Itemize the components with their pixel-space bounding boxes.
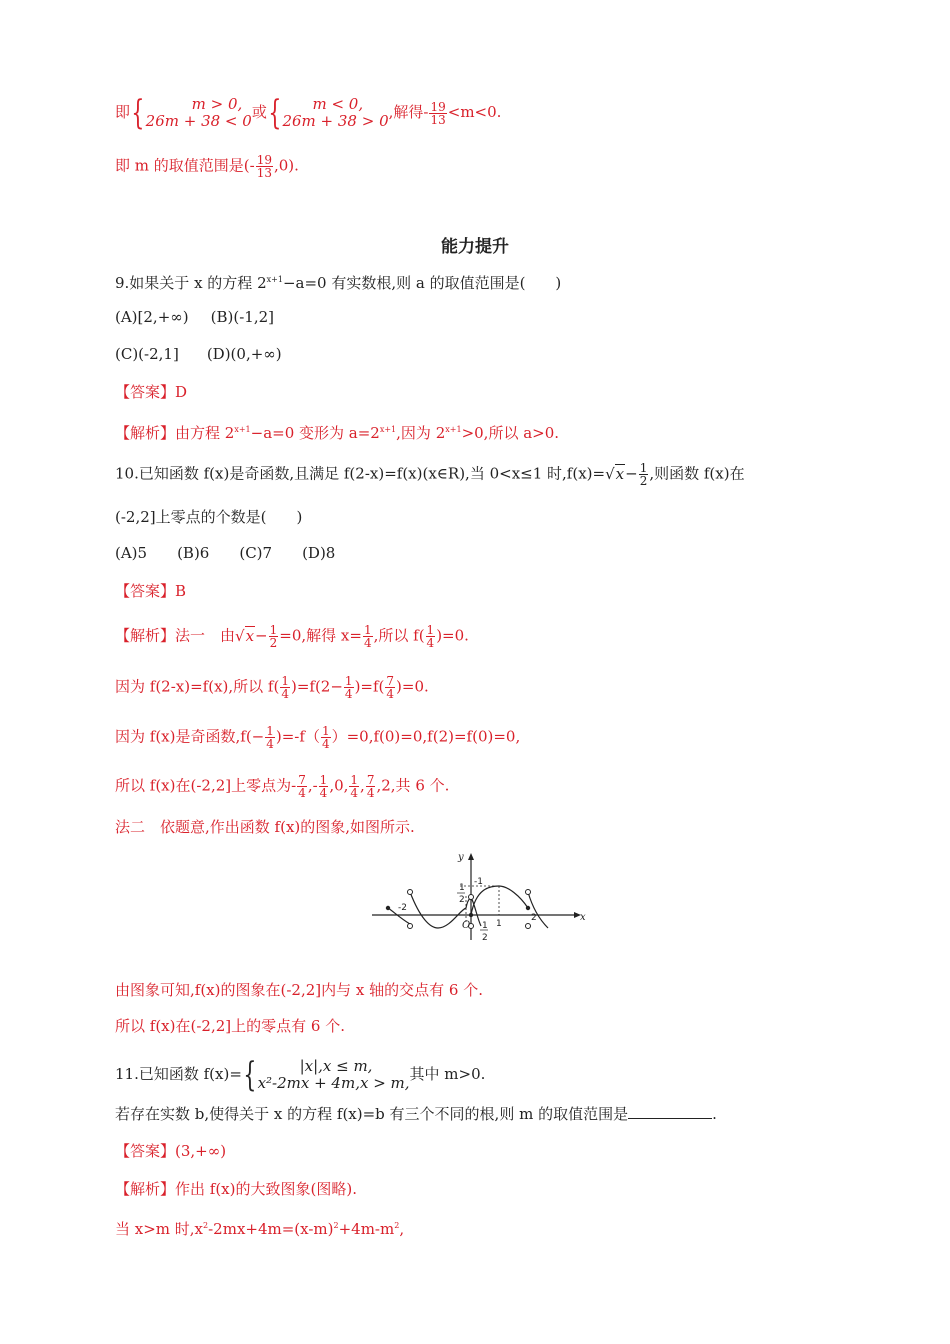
y-axis-arrow <box>468 853 474 860</box>
p8-range-prefix: 即 m 的取值范围是(- <box>115 156 255 175</box>
left-brace: { <box>131 93 145 133</box>
q9-option-d: (D)(0,+∞) <box>206 345 282 363</box>
q10-options: (A)5 (B)6 (C)7 (D)8 <box>115 544 336 562</box>
fraction-19-13: $\frac{19}{13}$ <box>430 99 446 127</box>
p8-case-set-2: m < 0, 26m + 38 > 0 <box>282 95 389 130</box>
q10-analysis-3: 因为 f(x)是奇函数,f(− $\frac{1}{4}$ )=-f（ $\frac{1}{4}$ ）=0,f(0)=0,f(2)=f(0)=0, <box>115 724 521 751</box>
q11-answer: 【答案】(3,+∞) <box>115 1142 227 1160</box>
fraction-19-13: $\frac{19}{13}$ <box>256 153 272 180</box>
q10-stem-line2: (-2,2]上零点的个数是( ) <box>115 508 303 526</box>
tick-1: 1 <box>496 919 502 929</box>
y-axis-label: y <box>458 852 464 863</box>
tick-neg2: -2 <box>398 903 407 913</box>
origin-label: O <box>462 920 471 931</box>
tick-neg1: -1 <box>474 877 483 887</box>
p8-cases-line <box>115 93 502 133</box>
q10-analysis-2: 因为 f(2-x)=f(x),所以 f( $\frac{1}{4}$ )=f(2− $\frac{1}{4}$ )=f( $\frac{7}{4}$ )=0. <box>115 674 429 701</box>
left-brace: { <box>268 93 282 133</box>
curve-center-up <box>471 886 528 915</box>
curve-left <box>410 892 466 928</box>
tick-2: 2 <box>531 913 537 923</box>
p8-prefix: 即 <box>115 103 131 121</box>
q10-conclusion-1: 由图象可知,f(x)的图象在(-2,2]内与 x 轴的交点有 6 个. <box>115 981 483 999</box>
q11-analysis-2: 当 x>m 时$,x^2-2mx+4m=(x-m)^2+4m-m^2$, <box>115 1220 405 1238</box>
q9-option-b: (B)(-1,2] <box>210 308 274 326</box>
q10-analysis-4: 所以 f(x)在(-2,2]上零点为- $\frac{7}{4}$ ,- $\frac{1}{4}$ ,0, $\frac{1}{4}$ , $\frac{7}{4}$ ,2,共 6 个. <box>115 773 450 800</box>
p8-range-line <box>115 154 299 179</box>
q9-options-row1 <box>115 307 274 327</box>
tick-neghalf-num: 1 <box>482 921 488 931</box>
q10-answer: 【答案】B <box>115 582 187 600</box>
x-axis-label: x <box>580 912 586 923</box>
p8-solve-end: <m<0. <box>447 103 502 121</box>
tick-neghalf-den: 2 <box>482 933 488 943</box>
q9-options-row2 <box>115 344 282 364</box>
q10-method2: 法二 依题意,作出函数 f(x)的图象,如图所示. <box>115 818 415 836</box>
q10-stem: 10.已知函数 f(x)是奇函数,且满足 f(2-x)=f(x)(x∈R),当 0<x≤1 时,f(x)=√x− $\frac{1}{2}$ ,则函数 f(x)在 <box>115 461 745 488</box>
q9-answer: 【答案】D <box>115 383 188 401</box>
p8-range-end: ,0). <box>273 156 299 175</box>
q10-analysis-1: 【解析】法一 由√x− $\frac{1}{2}$ =0,解得 x= $\frac{1}{4}$ ,所以 f( $\frac{1}{4}$ )=0. <box>115 623 469 650</box>
q9-option-c: (C)(-2,1] <box>115 345 179 363</box>
open-point <box>469 895 474 900</box>
open-point <box>526 924 531 929</box>
q11-analysis: 【解析】作出 f(x)的大致图象(图略). <box>115 1180 357 1198</box>
q10-conclusion-2: 所以 f(x)在(-2,2]上的零点有 6 个. <box>115 1017 345 1035</box>
sqrt-x: √x <box>605 464 625 483</box>
p8-or: 或 <box>251 103 267 121</box>
fraction-half: $\frac{1}{2}$ <box>639 461 648 488</box>
tick-half-den: 2 <box>459 895 465 905</box>
open-point <box>526 890 531 895</box>
q11-stem: 11.已知函数 f(x)={ |x|,x ≤ m, x²-2mx + 4m,x > m, 其中 m>0. <box>115 1055 486 1095</box>
solid-point <box>469 913 473 917</box>
q11-stem-line2: 若存在实数 b,使得关于 x 的方程 f(x)=b 有三个不同的根,则 m 的取值范围是 . <box>115 1105 717 1123</box>
left-brace: { <box>243 1055 257 1095</box>
q11-cases: |x|,x ≤ m, x²-2mx + 4m,x > m, <box>257 1057 410 1092</box>
solid-point <box>386 906 390 910</box>
p8-solve: ,解得- <box>388 103 429 121</box>
section-title: 能力提升 <box>441 237 509 257</box>
q9-option-a: (A)[2,+∞) <box>115 308 189 326</box>
p8-case-set-1: m > 0, 26m + 38 < 0 <box>145 95 252 130</box>
function-graph <box>368 848 590 943</box>
solid-point <box>526 906 530 910</box>
answer-blank <box>628 1104 712 1119</box>
tick-half-num: 1 <box>459 883 465 893</box>
q9-stem: 9.如果关于 x 的方程 $2^{x+1}-a=0$ 有实数根,则 a 的取值范围是( ) <box>115 274 562 292</box>
open-point <box>408 924 413 929</box>
open-point <box>408 890 413 895</box>
q9-analysis: 【解析】由方程 $2^{x+1}-a=0$ 变形为 $a=2^{x+1}$,因为 $2^{x+1}>0$,所以 a>0. <box>115 424 560 442</box>
